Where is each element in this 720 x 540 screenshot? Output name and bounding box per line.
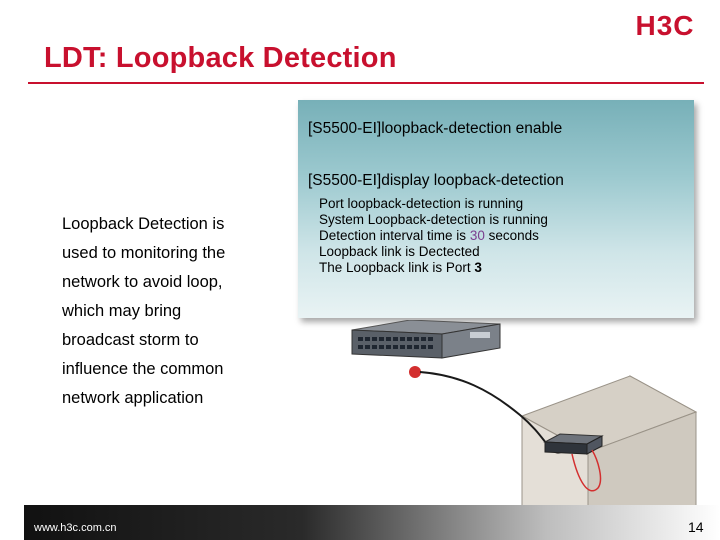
interval-value: 30 [469, 228, 485, 243]
output-line-port-status: Port loopback-detection is running [319, 196, 524, 211]
output-line-detected: Loopback link is Dectected [319, 244, 480, 259]
cli-command-display: [S5500-EI]display loopback-detection [308, 172, 564, 189]
output-line-loop-port [319, 260, 548, 276]
description-text [62, 210, 272, 413]
network-diagram [340, 320, 720, 520]
s5500-switch-icon [352, 320, 500, 358]
loop-port-value: 3 [474, 260, 482, 275]
description-line: which may bring [62, 302, 182, 320]
footer-bar [24, 505, 720, 540]
page-number: 14 [688, 519, 704, 535]
logo-text: H3C [635, 10, 695, 41]
description-line: network to avoid loop, [62, 273, 223, 291]
footer-url: www.h3c.com.cn [34, 522, 117, 534]
loopback-illustration [340, 320, 720, 520]
output-line-interval [319, 228, 548, 244]
h3c-logo [620, 10, 710, 42]
description-line: used to monitoring the [62, 244, 226, 262]
slide-title: LDT: Loopback Detection [44, 42, 397, 74]
remote-switch-icon [545, 434, 602, 454]
description-line: Loopback Detection is [62, 215, 225, 233]
cli-command-enable: [S5500-EI]loopback-detection enable [308, 120, 563, 137]
interval-unit: seconds [484, 228, 539, 243]
title-divider [28, 82, 704, 84]
cli-output-panel [298, 100, 694, 318]
interval-label: Detection interval time is [319, 228, 470, 243]
description-line: broadcast storm to [62, 331, 199, 349]
loop-port-label: The Loopback link is Port [319, 260, 475, 275]
output-line-system-status: System Loopback-detection is running [319, 212, 548, 227]
description-line: network application [62, 389, 204, 407]
description-line: influence the common [62, 360, 224, 378]
cli-output-text [319, 196, 548, 276]
loop-port-marker-icon [409, 366, 421, 378]
